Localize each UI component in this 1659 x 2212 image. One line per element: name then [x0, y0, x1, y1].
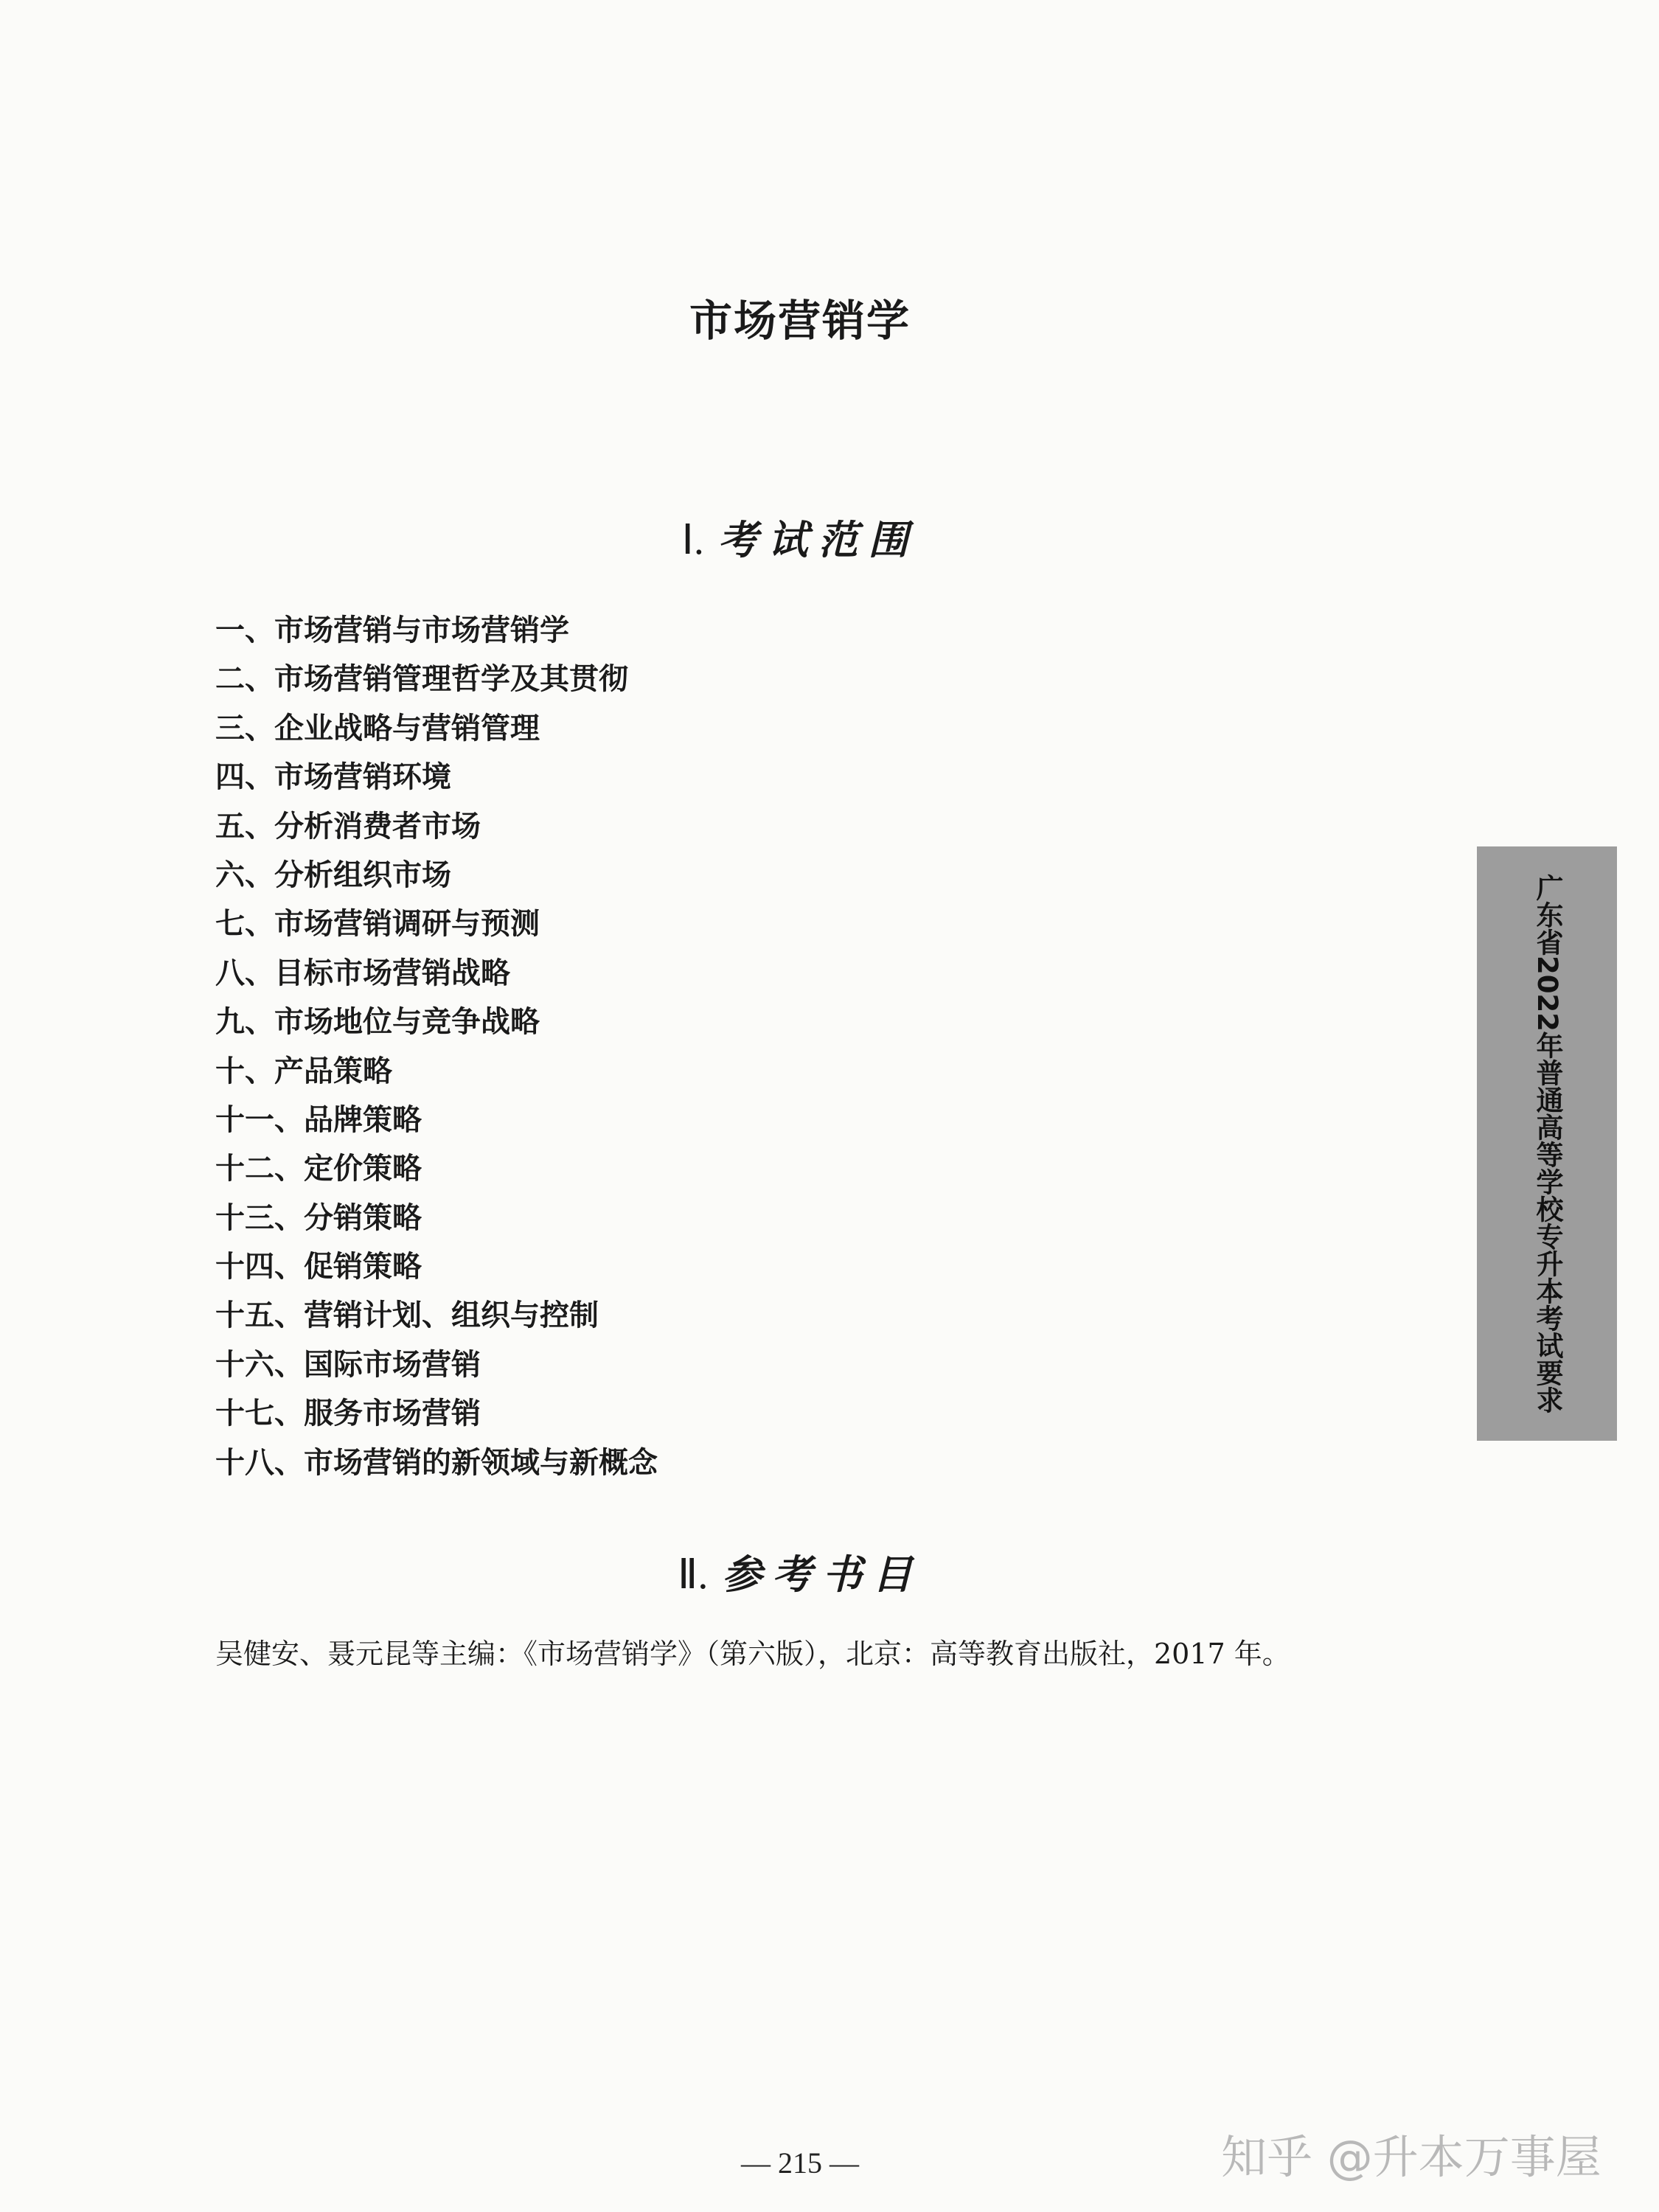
page-number: — 215 — — [741, 2146, 859, 2180]
side-tab-label: 广东省2022年普通高等学校专升本考试要求 — [1531, 874, 1563, 1413]
list-item: 一、市场营销与市场营销学 — [215, 613, 569, 647]
list-item: 十五、营销计划、组织与控制 — [215, 1298, 599, 1333]
list-item: 十四、促销策略 — [215, 1250, 422, 1284]
exam-scope-list — [215, 606, 658, 1487]
exam-scope-numeral: Ⅰ. — [681, 518, 704, 563]
list-item: 六、分析组织市场 — [215, 858, 451, 892]
list-item: 三、企业战略与营销管理 — [215, 711, 540, 745]
list-item: 十六、国际市场营销 — [215, 1347, 481, 1382]
exam-scope-title: 考试范围 — [717, 516, 919, 563]
list-item: 十一、品牌策略 — [215, 1102, 422, 1137]
list-item: 十、产品策略 — [215, 1054, 392, 1088]
reference-book-citation: 吴健安、聂元昆等主编：《市场营销学》（第六版），北京：高等教育出版社，2017 年。 — [215, 1638, 1290, 1670]
page-title: 市场营销学 — [689, 296, 911, 346]
list-item: 五、分析消费者市场 — [215, 809, 481, 844]
watermark: 知乎 @升本万事屋 — [1221, 2130, 1601, 2184]
list-item: 九、市场地位与竞争战略 — [215, 1005, 540, 1040]
reference-books-heading — [0, 1543, 1600, 1600]
reference-books-title: 参考书目 — [722, 1551, 923, 1598]
list-item: 十三、分销策略 — [215, 1200, 422, 1235]
list-item: 八、目标市场营销战略 — [215, 956, 510, 990]
exam-scope-heading — [0, 509, 1600, 566]
list-item: 十八、市场营销的新领域与新概念 — [215, 1445, 658, 1480]
reference-books-numeral: Ⅱ. — [677, 1552, 709, 1598]
list-item: 二、市场营销管理哲学及其贯彻 — [215, 662, 628, 697]
side-tab — [1477, 846, 1617, 1441]
list-item: 四、市场营销环境 — [215, 760, 451, 795]
list-item: 十二、定价策略 — [215, 1152, 422, 1186]
list-item: 十七、服务市场营销 — [215, 1397, 481, 1431]
list-item: 七、市场营销调研与预测 — [215, 907, 540, 942]
